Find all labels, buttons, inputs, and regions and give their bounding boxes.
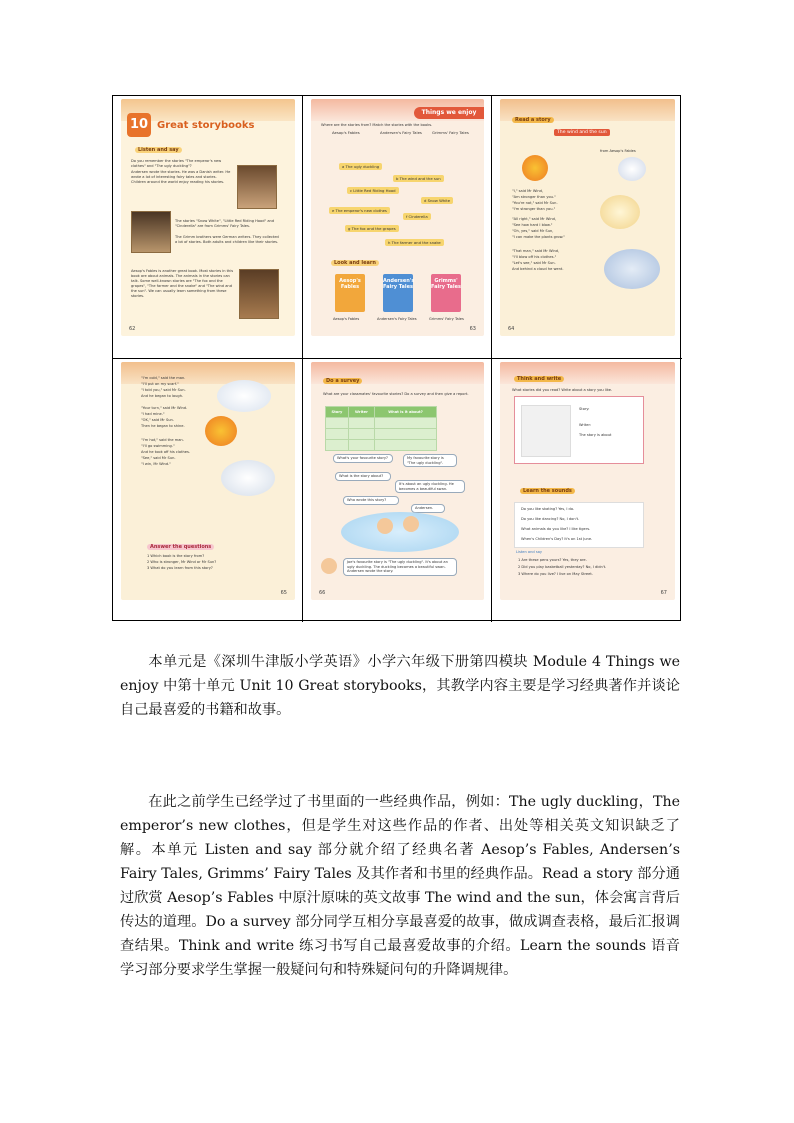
story-line: "All right," said Mr Wind, (512, 217, 557, 221)
story-tag: a The ugly duckling (339, 163, 382, 170)
sun-wind-illustration (600, 195, 640, 229)
story-tag: b The wind and the sun (393, 175, 444, 182)
sound-sentence: When's Children's Day? It's on 1st June. (521, 537, 593, 541)
unit-title: Great storybooks (157, 120, 255, 131)
story-line: "I told you," said Mr Sun. (141, 388, 186, 392)
aesop-portrait (239, 269, 279, 319)
frame-story-label: Story: (579, 407, 590, 411)
book-top-3: Grimms' Fairy Tales (432, 130, 469, 135)
story-tag: f Cinderella (403, 213, 431, 220)
survey-report: Joe's favourite story is "The ugly duckling". It's about an ugly duckling. The duckling becomes a beautiful swan. Andersen wrote the story. (343, 558, 457, 576)
page-thumb-67 (492, 359, 682, 622)
cover-caption: Grimms' Fairy Tales (429, 317, 464, 321)
sun-illustration (522, 155, 548, 181)
page-number: 64 (508, 326, 515, 332)
story-line: And behind a cloud he went. (512, 267, 564, 271)
practice-sentence: 2 Did you play basketball yesterday? No, I didn't. (518, 565, 607, 569)
textbook-pages-grid (112, 95, 681, 621)
story-line: "I'll go swimming." (141, 444, 175, 448)
text-c: The stories "Snow White", "Little Red Riding Hood" and "Cinderella" are from Grimms' Fairy Tales. (175, 219, 275, 228)
write-instruction: What stories did you read? Write about a story you like. (512, 388, 613, 392)
section-listen-and-say: Listen and say (135, 147, 182, 153)
story-line: "Your turn," said Mr Wind. (141, 406, 188, 410)
book-cover-andersen: Andersen's Fairy Tales (383, 274, 413, 312)
cover-caption: Andersen's Fairy Tales (377, 317, 417, 321)
story-tag: d Snow White (421, 197, 453, 204)
story-tag: e The emperor's new clothes (329, 207, 390, 214)
page-number: 65 (280, 590, 287, 596)
speech-bubble: My favourite story is "The ugly duckling". (403, 454, 457, 467)
book-top-1: Aesop's Fables (332, 130, 360, 135)
section-learn-the-sounds: Learn the sounds (520, 488, 575, 494)
cold-man-illustration (217, 380, 271, 412)
sounds-box (514, 502, 644, 548)
paragraph-text: 在此之前学生已经学过了书里面的一些经典作品，例如：The ugly duckling，The emperor’s new clothes，但是学生对这些作品的作者、出处等相关英文知识缺乏了解。本单元 Listen and say 部分就介绍了经典名著 Aesop’s Fables, Andersen’s Fairy Tales, Grimms’ Fairy Tales 及其作者和书里的经典作品。Read a story 部分通过欣赏 Aesop’s Fables 中原汁原味的英文故事 The wind and the sun，体会寓言背后传达的道理。Do a survey 部分同学互相分享最喜爱的故事，做成调查表格，最后汇报调查结果。Think and write 练习书写自己最喜爱故事的介绍。Learn the sounds 语音学习部分要求学生掌握一般疑问句和特殊疑问句的升降调规律。 (120, 794, 680, 978)
story-line: "I'm cold," said the man. (141, 376, 186, 380)
speech-bubble: Andersen. (411, 504, 445, 513)
listen-and-say-label: Listen and say (516, 550, 543, 554)
text-a: Do you remember the stories "The emperor's new clothes" and "The ugly duckling"? (131, 159, 222, 168)
match-instruction: Where are the stories from? Match the stories with the books. (321, 123, 433, 127)
question: 1 Which book is the story from? (147, 554, 205, 558)
story-line: "Am stronger than you." (512, 195, 556, 199)
story-line: "See how hard I blow." (512, 223, 553, 227)
story-line: "OK," said Mr Sun. (141, 418, 174, 422)
section-read-a-story: Read a story (512, 117, 554, 123)
story-line: "I'm hot," said the man. (141, 438, 184, 442)
story-line: "I'll blow off his clothes." (512, 255, 557, 259)
speech-bubble: It's about an ugly duckling. He becomes a beautiful swan. (395, 480, 465, 493)
story-line: "See," said Mr Sun. (141, 456, 176, 460)
speech-bubble: Who wrote this story? (343, 496, 399, 505)
table-header: Writer (348, 407, 374, 418)
cover-caption: Aesop's Fables (333, 317, 360, 321)
book-cover-aesop: Aesop's Fables (335, 274, 365, 312)
story-line: "I can make the plants grow." (512, 235, 565, 239)
story-line: "You're not," said Mr Sun. (512, 201, 558, 205)
paragraph-intro (120, 650, 680, 722)
page-number: 62 (129, 326, 136, 332)
frame-about-label: The story is about (579, 433, 612, 437)
story-line: "That man," said Mr Wind, (512, 249, 560, 253)
page-thumb-65 (113, 359, 303, 622)
practice-sentence: 1 Are these pens yours? Yes, they are. (518, 558, 587, 562)
page-number: 63 (469, 326, 476, 332)
teacher-illustration (321, 558, 337, 574)
story-line: "I win, Mr Wind." (141, 462, 171, 466)
practice-sentence: 3 Where do you live? I live on May Street. (518, 572, 593, 576)
text-e: Aesop's Fables is another great book. Most stories in this book are about animals. The animals in the stories can talk. Some well-known stories are "The fox and the grapes", "The farmer and the snake" and "The wind and the sun". We can usually learn something from these stories. (131, 269, 234, 298)
story-title: The wind and the sun (554, 129, 610, 136)
story-source: from Aesop's Fables (600, 149, 636, 153)
page-number: 66 (319, 590, 326, 596)
table-header: Story (326, 407, 349, 418)
story-tag: c Little Red Riding Hood (347, 187, 399, 194)
section-think-and-write: Think and write (514, 376, 564, 382)
page-thumb-66 (303, 359, 492, 622)
laughing-sun-illustration (205, 416, 237, 446)
story-line: "Let's see," said Mr Sun. (512, 261, 556, 265)
grimm-portrait (131, 211, 171, 253)
question: 2 Who is stronger, Mr Wind or Mr Sun? (147, 560, 217, 564)
story-line: Then he began to shine. (141, 424, 185, 428)
section-answer-questions: Answer the questions (147, 544, 214, 550)
page-thumb-62 (113, 96, 303, 359)
sound-sentence: Do you like skating? Yes, I do. (521, 507, 575, 511)
story-line: And he took off his clothes. (141, 450, 191, 454)
book-image-placeholder (521, 405, 571, 457)
writing-frame (514, 396, 644, 464)
text-b: Andersen wrote the stories. He was a Danish writer. He wrote a lot of interesting fairy tales and stories. Children around the world enjoy reading his stories. (131, 170, 231, 184)
story-line: "I," said Mr Wind, (512, 189, 544, 193)
story-line: "Oh, yes," said Mr Sun, (512, 229, 554, 233)
paragraph-text: 本单元是《深圳牛津版小学英语》小学六年级下册第四模块 Module 4 Things we enjoy 中第十单元 Unit 10 Great storybooks，其教学内容主要是学习经典著作并谈论自己最喜爱的书籍和故事。 (120, 654, 680, 718)
book-cover-grimm: Grimms' Fairy Tales (431, 274, 461, 312)
story-line: And he began to laugh. (141, 394, 184, 398)
child-boy (403, 516, 419, 532)
wind-cloud-illustration (618, 157, 646, 181)
story-line: "I had mine." (141, 412, 165, 416)
page-number: 67 (660, 590, 667, 596)
sound-sentence: Do you like dancing? No, I don't. (521, 517, 580, 521)
section-do-a-survey: Do a survey (323, 378, 362, 384)
sound-sentence: What animals do you like? I like tigers. (521, 527, 591, 531)
survey-table (325, 406, 437, 451)
frame-writer-label: Writer: (579, 423, 592, 427)
question: 3 What do you learn from this story? (147, 566, 213, 570)
story-tag: h The farmer and the snake (385, 239, 444, 246)
book-top-2: Andersen's Fairy Tales (380, 130, 422, 135)
survey-instruction: What are your classmates' favourite stories? Do a survey and then give a report. (323, 392, 469, 396)
module-banner: Things we enjoy (414, 107, 484, 119)
unit-number-badge: 10 (127, 113, 151, 137)
table-header: What is it about? (375, 407, 437, 418)
page-thumb-63 (303, 96, 492, 359)
text-d: The Grimm brothers were German writers. They collected a lot of stories. Both adults and children like their stories. (175, 235, 279, 244)
story-line: "I'll put on my scarf." (141, 382, 179, 386)
speech-bubble: What is the story about? (335, 472, 391, 481)
paragraph-analysis (120, 790, 680, 982)
story-tag: g The fox and the grapes (345, 225, 399, 232)
page-thumb-64 (492, 96, 682, 359)
andersen-portrait (237, 165, 277, 209)
child-girl (377, 518, 393, 534)
man-in-wind-illustration (604, 249, 660, 289)
clothes-off-illustration (221, 460, 275, 496)
speech-bubble: What's your favourite story? (333, 454, 393, 463)
section-look-and-learn: Look and learn (331, 260, 379, 266)
story-line: "I'm stronger than you." (512, 207, 556, 211)
children-illustration (341, 512, 459, 552)
